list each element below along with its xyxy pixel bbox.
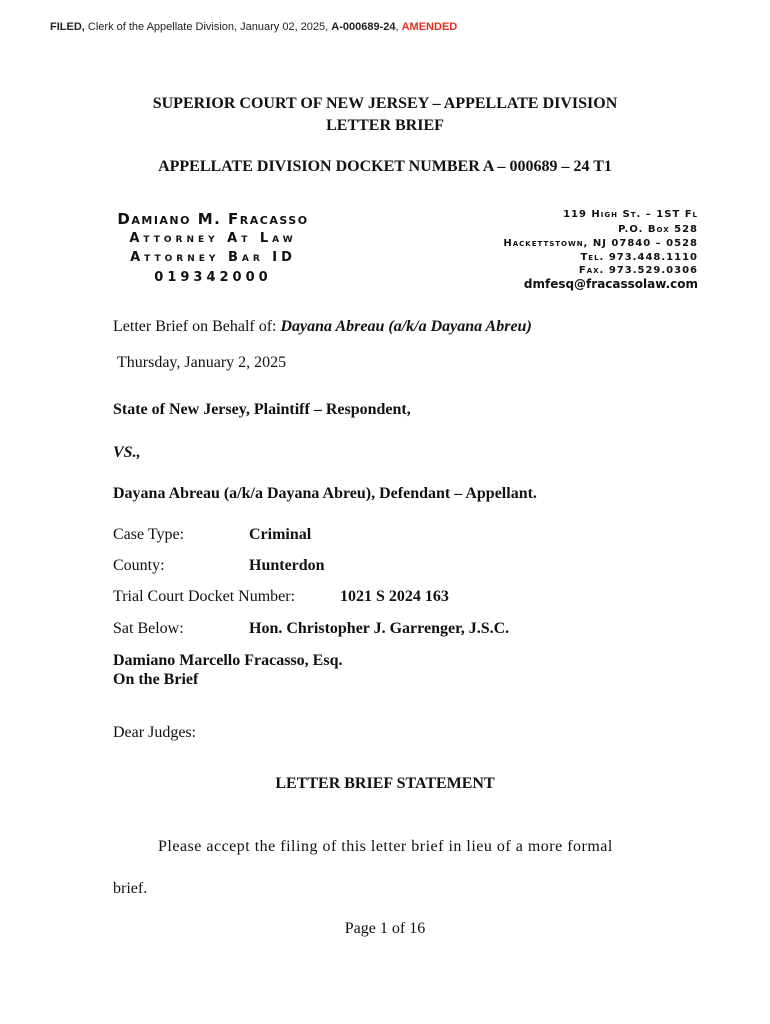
case-type-value: Criminal bbox=[249, 526, 312, 543]
attorney-bar-label: Attorney Bar ID bbox=[130, 250, 296, 265]
address-street: 119 High St. – 1ST Fl bbox=[563, 209, 698, 220]
sat-below-value: Hon. Christopher J. Garrenger, J.S.C. bbox=[249, 620, 510, 637]
stamp-clerk: Clerk of the Appellate Division, January 02, 2025, bbox=[84, 21, 332, 33]
behalf-prefix: Letter Brief on Behalf of: bbox=[113, 318, 281, 335]
trial-docket-label: Trial Court Docket Number: bbox=[113, 588, 296, 605]
versus-line: VS., bbox=[113, 444, 141, 461]
address-tel: Tel. 973.448.1110 bbox=[580, 252, 698, 263]
attorney-title: Attorney At Law bbox=[129, 231, 297, 246]
address-email: dmfesq@fracassolaw.com bbox=[523, 277, 698, 291]
stamp-docket: A-000689-24 bbox=[331, 21, 396, 33]
stamp-filed: FILED, bbox=[50, 21, 85, 33]
paragraph-line-1: Please accept the filing of this letter brief in lieu of a more formal bbox=[158, 838, 613, 855]
paragraph-line-2: brief. bbox=[113, 880, 148, 897]
address-po-box: P.O. Box 528 bbox=[618, 224, 698, 235]
salutation: Dear Judges: bbox=[113, 724, 197, 741]
defendant-line: Dayana Abreau (a/k/a Dayana Abreu), Defendant – Appellant. bbox=[113, 485, 537, 502]
behalf-line bbox=[113, 318, 532, 336]
stamp-amended: AMENDED bbox=[401, 21, 458, 33]
statement-heading: LETTER BRIEF STATEMENT bbox=[275, 775, 495, 792]
page-number: Page 1 of 16 bbox=[344, 920, 426, 937]
counsel-name: Damiano Marcello Fracasso, Esq. bbox=[113, 652, 343, 669]
plaintiff-line: State of New Jersey, Plaintiff – Respondent, bbox=[113, 401, 411, 418]
county-value: Hunterdon bbox=[249, 557, 325, 574]
address-city: Hackettstown, NJ 07840 – 0528 bbox=[503, 238, 698, 249]
attorney-name: Damiano M. Fracasso bbox=[117, 210, 309, 228]
county-label: County: bbox=[113, 557, 165, 574]
docket-line: APPELLATE DIVISION DOCKET NUMBER A – 000689 – 24 T1 bbox=[158, 158, 612, 175]
letter-date: Thursday, January 2, 2025 bbox=[117, 354, 287, 371]
court-title: SUPERIOR COURT OF NEW JERSEY – APPELLATE DIVISION bbox=[152, 95, 618, 112]
trial-docket-value: 1021 S 2024 163 bbox=[340, 588, 449, 605]
brief-type: LETTER BRIEF bbox=[326, 117, 444, 134]
case-type-label: Case Type: bbox=[113, 526, 185, 543]
stamp-sep: , bbox=[395, 21, 402, 33]
attorney-bar-number: 019342000 bbox=[154, 270, 272, 285]
address-fax: Fax. 973.529.0306 bbox=[578, 265, 698, 276]
sat-below-label: Sat Below: bbox=[113, 620, 184, 637]
filing-stamp bbox=[50, 21, 457, 33]
counsel-role: On the Brief bbox=[113, 671, 199, 688]
behalf-party: Dayana Abreau (a/k/a Dayana Abreu) bbox=[280, 318, 532, 335]
